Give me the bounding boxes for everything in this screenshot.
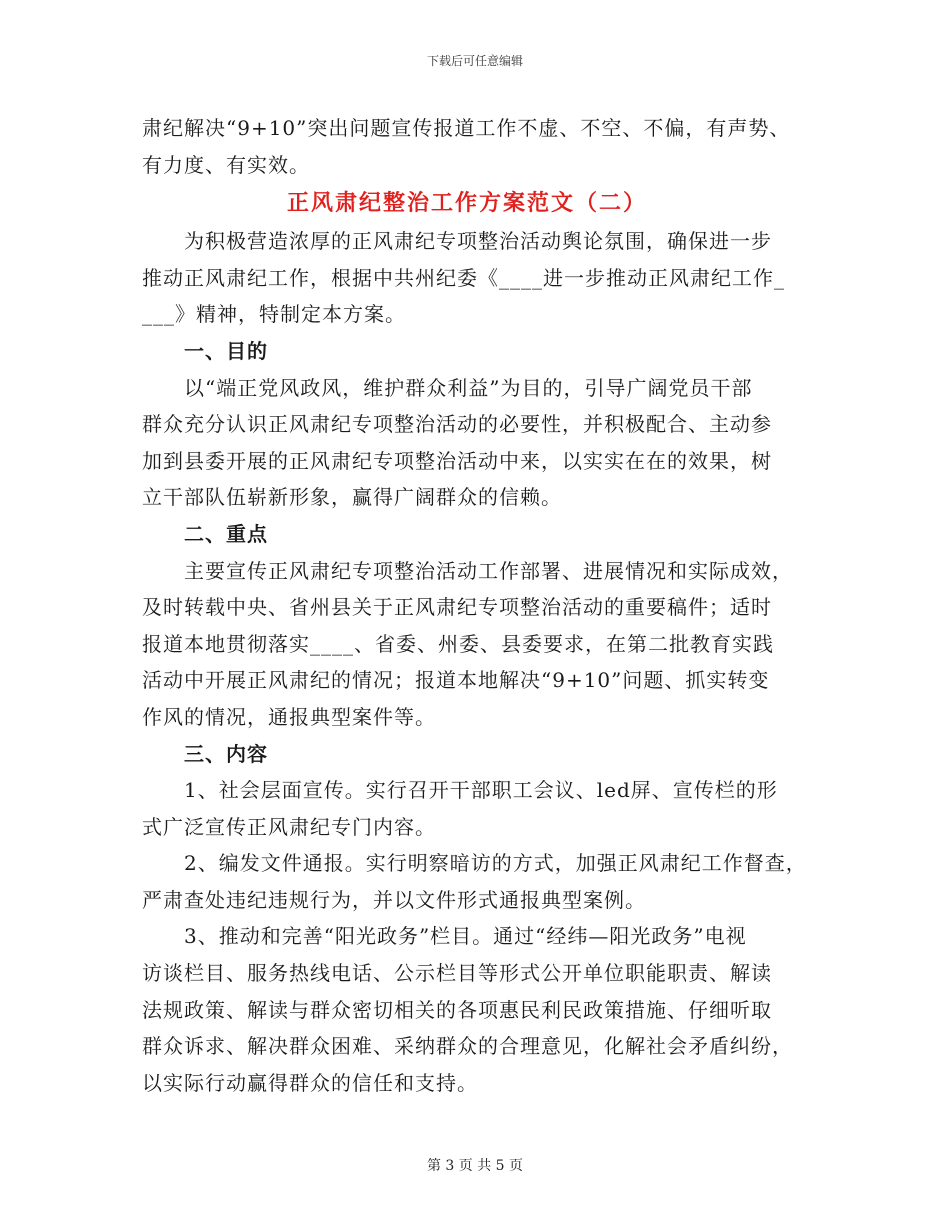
list-item-line: 3、推动和完善“阳光政务”栏目。通过“经纬—阳光政务”电视 bbox=[184, 924, 747, 949]
list-item-line: 法规政策、解读与群众密切相关的各项惠民利民政策措施、仔细听取 bbox=[142, 997, 772, 1022]
page-number: 第 3 页 共 5 页 bbox=[426, 1158, 524, 1174]
paragraph-line: 以“端正党风政风，维护群众利益”为目的，引导广阔党员干部 bbox=[184, 375, 753, 400]
list-item-line: 严肃查处违纪违规行为，并以文件形式通报典型案例。 bbox=[142, 887, 646, 912]
paragraph-line: 活动中开展正风肃纪的情况；报道本地解决“9+10”问题、抓实转变 bbox=[142, 668, 770, 693]
paragraph-line: 及时转载中央、省州县关于正风肃纪专项整治活动的重要稿件；适时 bbox=[142, 595, 772, 620]
document-body bbox=[142, 110, 812, 1101]
paragraph-line: 报道本地贯彻落实____、省委、州委、县委要求，在第二批教育实践 bbox=[142, 631, 774, 656]
paragraph-line: 立干部队伍崭新形象，赢得广阔群众的信赖。 bbox=[142, 485, 562, 510]
section-heading: 一、目的 bbox=[184, 338, 268, 363]
paragraph-line: 加到县委开展的正风肃纪专项整治活动中来，以实实在在的效果，树 bbox=[142, 448, 772, 473]
paragraph-line: ___》精神，特制定本方案。 bbox=[142, 302, 406, 327]
paragraph-line: 有力度、有实效。 bbox=[142, 152, 310, 177]
page-header-note: 下载后可任意编辑 bbox=[426, 54, 523, 68]
list-item-line: 群众诉求、解决群众困难、采纳群众的合理意见，化解社会矛盾纠纷， bbox=[142, 1034, 793, 1059]
list-item-line: 访谈栏目、服务热线电话、公示栏目等形式公开单位职能职责、解读 bbox=[142, 961, 772, 986]
section-heading: 二、重点 bbox=[184, 521, 268, 546]
document-title: 正风肃纪整治工作方案范文（二） bbox=[286, 190, 647, 217]
paragraph-line: 肃纪解决“9+10”突出问题宣传报道工作不虚、不空、不偏，有声势、 bbox=[142, 116, 791, 140]
paragraph-line: 为积极营造浓厚的正风肃纪专项整治活动舆论氛围，确保进一步 bbox=[184, 229, 772, 254]
paragraph-line: 推动正风肃纪工作，根据中共州纪委《____进一步推动正风肃纪工作_ bbox=[142, 265, 785, 290]
list-item-line: 式广泛宣传正风肃纪专门内容。 bbox=[142, 814, 436, 839]
paragraph-line: 作风的情况，通报典型案件等。 bbox=[142, 704, 436, 729]
paragraph-line: 群众充分认识正风肃纪专项整治活动的必要性，并积极配合、主动参 bbox=[142, 412, 772, 437]
list-item-line: 以实际行动赢得群众的信任和支持。 bbox=[142, 1070, 478, 1095]
section-heading: 三、内容 bbox=[184, 741, 268, 766]
list-item-line: 2、编发文件通报。实行明察暗访的方式，加强正风肃纪工作督查， bbox=[184, 851, 807, 876]
list-item-line: 1、社会层面宣传。实行召开干部职工会议、led屏、宣传栏的形 bbox=[184, 778, 778, 803]
paragraph-line: 主要宣传正风肃纪专项整治活动工作部署、进展情况和实际成效， bbox=[184, 558, 793, 583]
